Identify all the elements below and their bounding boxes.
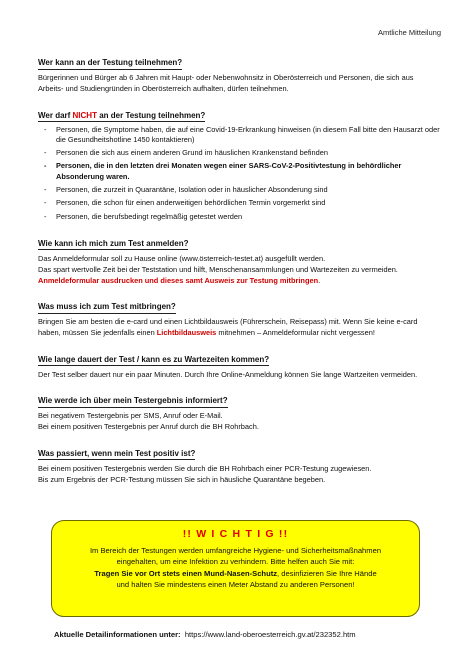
section-title: Wie lange dauert der Test / kann es zu Wartezeiten kommen? [38, 355, 269, 367]
title-highlight: NICHT [72, 110, 97, 120]
text-run: Das spart wertvolle Zeit bei der Teststation und hilft, Menschenansammlungen und Wartezeiten zu vermeiden. [38, 264, 398, 274]
list-item: - Personen, die zurzeit in Quarantäne, Isolation oder in häuslicher Absonderung sind [44, 185, 440, 196]
section-title: Was muss ich zum Test mitbringen? [38, 302, 176, 314]
notice-line [52, 568, 419, 579]
footer-label: Aktuelle Detailinformationen unter: [54, 630, 181, 639]
section-text: Der Test selber dauert nur ein paar Minuten. Durch Ihre Online-Anmeldung können Sie lange Wartzeiten vermeiden. [38, 369, 418, 379]
list-item: - Personen, die schon für einen anderweitigen behördlichen Termin vorgemerkt sind [44, 198, 440, 209]
section-text: Bürgerinnen und Bürger ab 6 Jahren mit Haupt- oder Nebenwohnsitz in Oberösterreich und Personen, die sich aus Arbeits- und Studiengründen in Oberösterreich aufhalten, dürfen teilnehmen. [38, 73, 414, 93]
section-exclusions [38, 105, 440, 223]
section-text: Bei einem positiven Testergebnis werden Sie durch die BH Rohrbach einer PCR-Testung zugewiesen. [38, 463, 372, 473]
section-title [38, 111, 205, 123]
text-run: Bringen Sie am besten die e-card und einen Lichtbildausweis (Führerschein, Reisepass) mit. Wenn Sie keine e-card haben, müssen Sie jedenfalls einen [38, 317, 418, 338]
list-item: - Personen, die Symptome haben, die auf eine Covid-19-Erkrankung hinweisen (in diesem Fall bitte den Hausarzt oder die Gesundheitshotline 1450 kontaktieren) [44, 125, 440, 146]
section-bring [38, 296, 440, 338]
section-result [38, 390, 440, 432]
notice-box [51, 520, 420, 617]
section-text: Das Anmeldeformular soll zu Hause online (www.österreich-testet.at) ausgefüllt werden. [38, 253, 326, 263]
text-highlight: Anmeldeformular ausdrucken und dieses samt Ausweis zur Testung mitbringen [38, 275, 319, 285]
notice-line: eingehalten, um eine Infektion zu verhindern. Bitte helfen auch Sie mit: [116, 557, 355, 567]
section-title: Wer kann an der Testung teilnehmen? [38, 58, 182, 70]
footer-url: https://www.land-oberoesterreich.gv.at/232352.htm [184, 630, 356, 639]
section-title: Wie werde ich über mein Testergebnis informiert? [38, 396, 228, 408]
text-run: mitnehmen – Anmeldeformular nicht vergessen! [216, 328, 375, 338]
section-text [38, 316, 440, 338]
header-label: Amtliche Mitteilung [378, 28, 441, 37]
section-registration [38, 233, 440, 286]
list-item: - Personen die sich aus einem anderen Grund im häuslichen Krankenstand befinden [44, 148, 440, 159]
list-item: - Personen, die in den letzten drei Monaten wegen einer SARS-CoV-2-Positivtestung in behördlicher Absonderung waren. [44, 161, 440, 182]
notice-emphasis: Tragen Sie vor Ort stets einen Mund-Nasen-Schutz [94, 568, 278, 578]
section-text: Bei einem positiven Testergebnis per Anruf durch die BH Rohrbach. [38, 422, 259, 432]
section-participation [38, 52, 440, 94]
text-run: . [318, 275, 321, 285]
footer [54, 630, 356, 639]
section-text: Bei negativem Testergebnis per SMS, Anruf oder E-Mail. [38, 411, 223, 421]
notice-line: und halten Sie mindestens einen Meter Abstand zu anderen Personen! [116, 579, 355, 589]
exclusion-list [38, 125, 440, 223]
text-highlight: Lichtbildausweis [156, 328, 217, 338]
section-title: Wie kann ich mich zum Test anmelden? [38, 239, 188, 251]
notice-line: Im Bereich der Testungen werden umfangreiche Hygiene- und Sicherheitsmaßnahmen [89, 546, 382, 555]
section-positive [38, 443, 440, 485]
title-part: an der Testung teilnehmen? [96, 110, 206, 120]
list-item: - Personen, die berufsbedingt regelmäßig getestet werden [44, 212, 440, 223]
section-text: Bis zum Ergebnis der PCR-Testung müssen Sie sich in häusliche Quarantäne begeben. [38, 474, 326, 484]
section-text [38, 264, 440, 286]
notice-title: !! W I C H T I G !! [182, 528, 289, 540]
section-duration [38, 349, 440, 380]
title-part: Wer darf [38, 110, 73, 120]
section-title: Was passiert, wenn mein Test positiv ist? [38, 449, 195, 461]
main-content [38, 52, 440, 495]
notice-text: , desinfizieren Sie Ihre Hände [277, 568, 377, 578]
